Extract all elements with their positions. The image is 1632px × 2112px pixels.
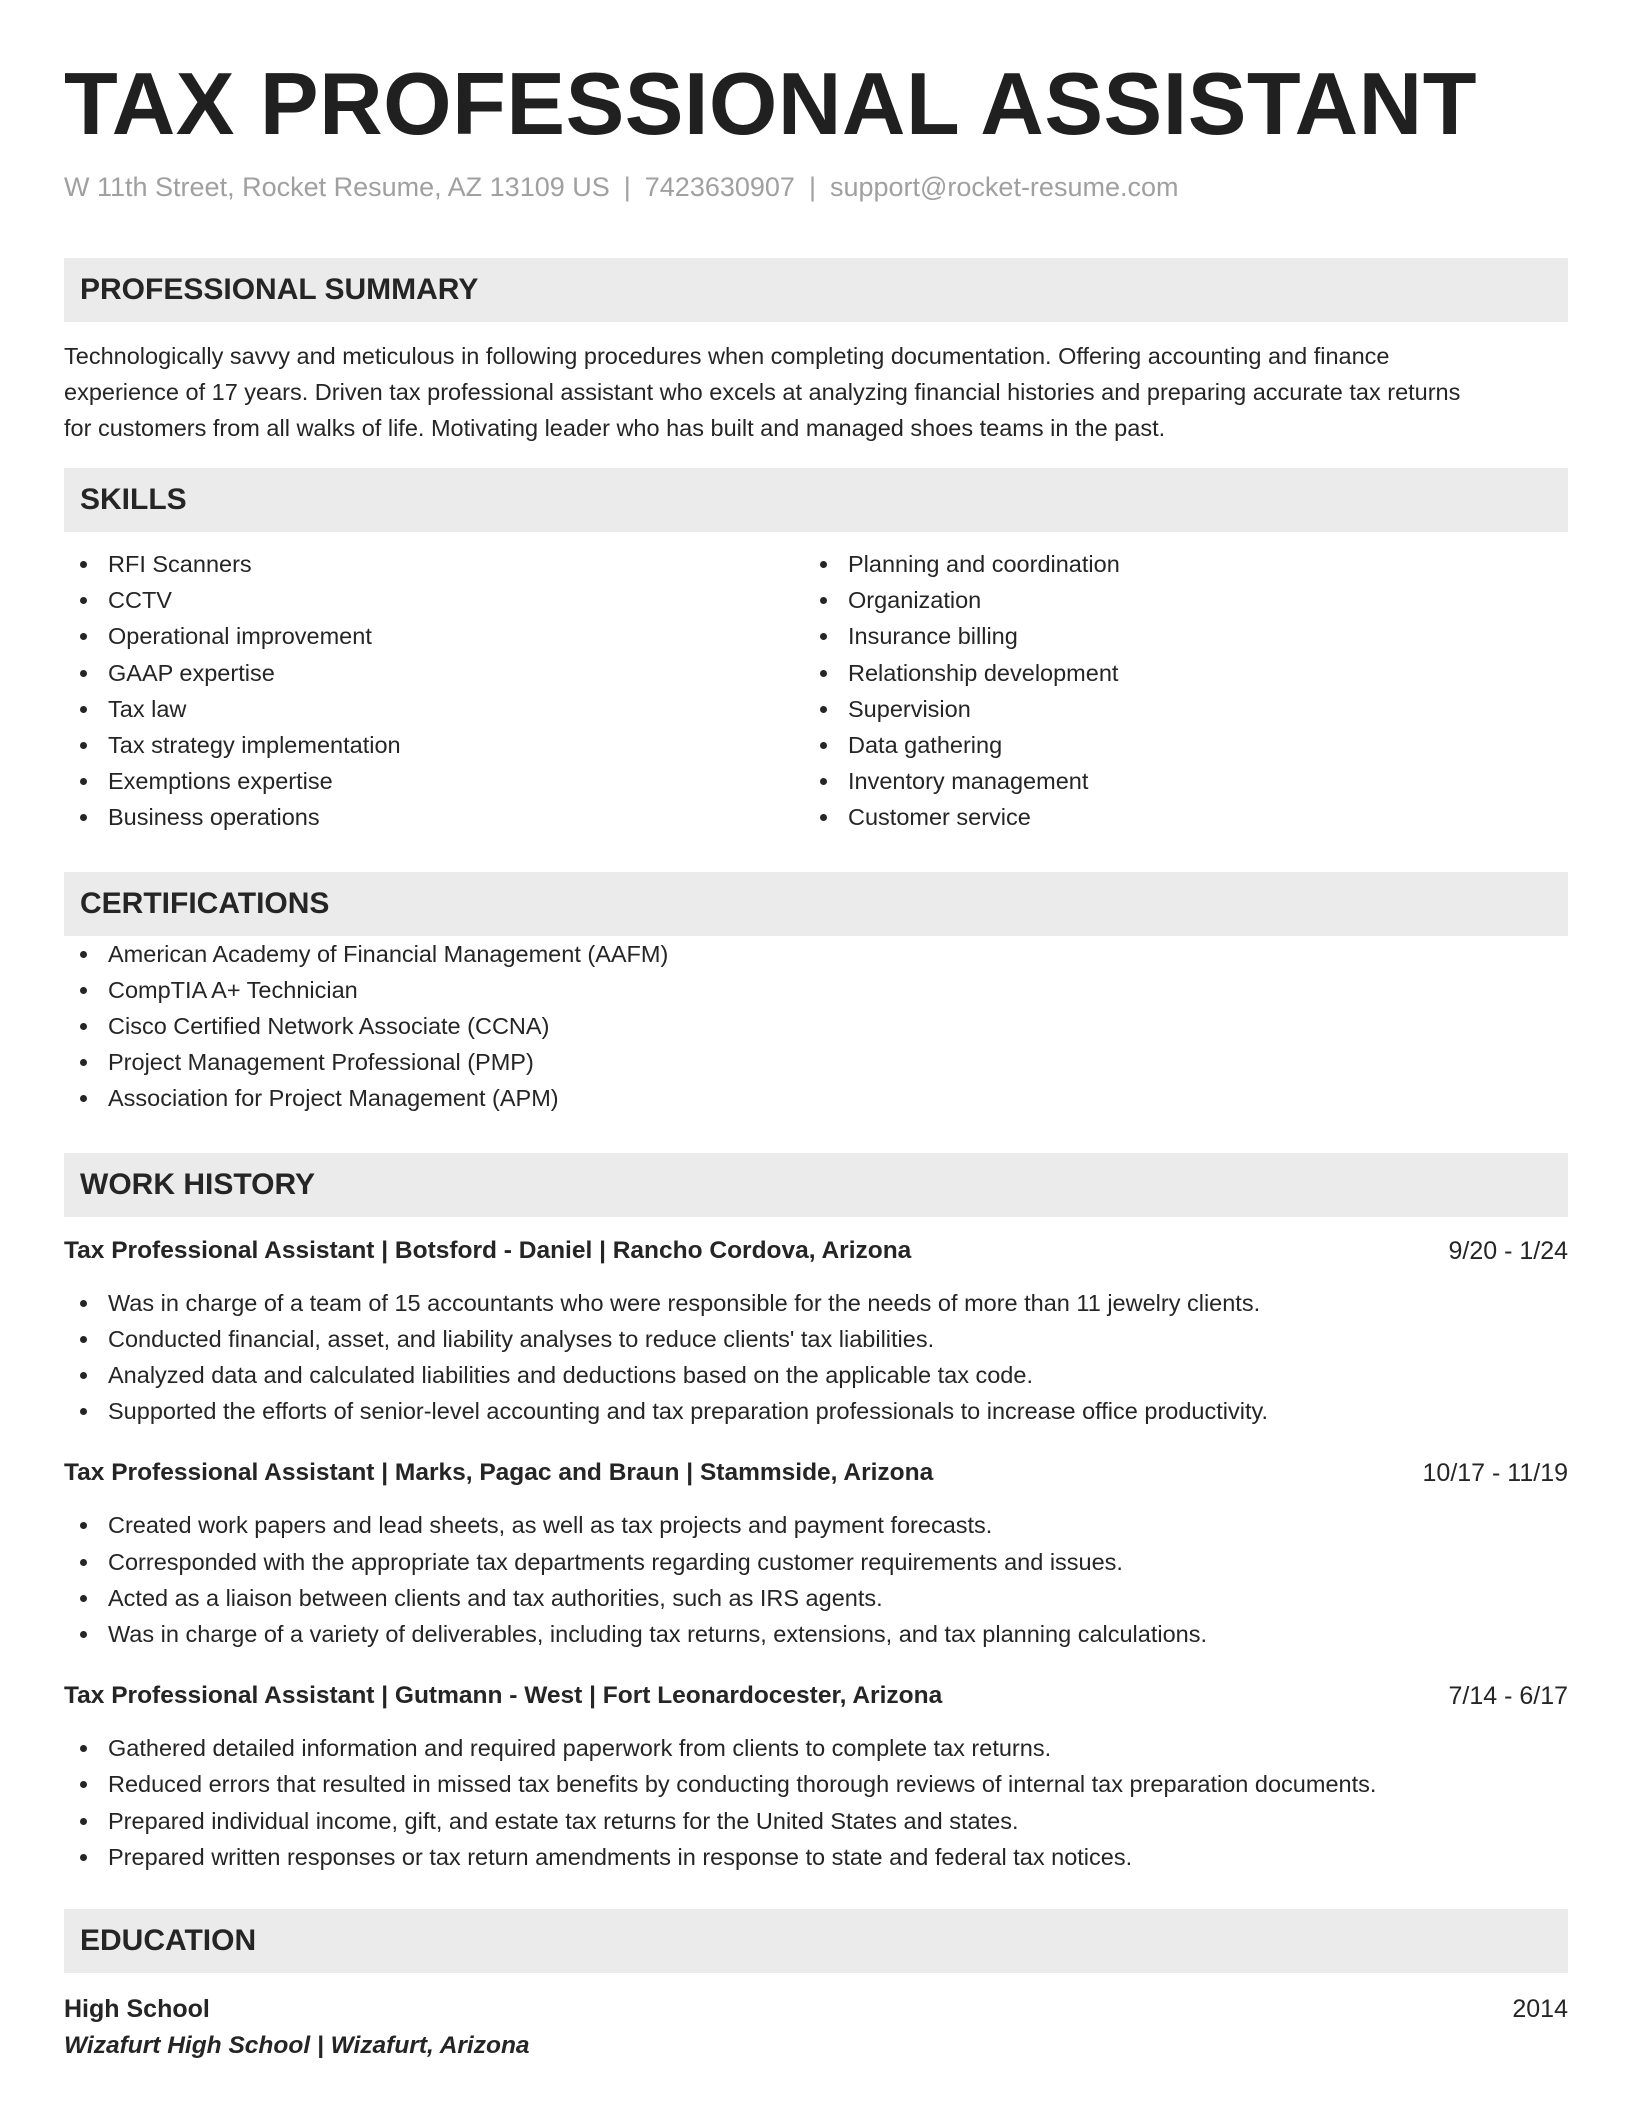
skills-list-left [64,546,804,836]
contact-phone: 7423630907 [644,172,795,202]
education-degree: High School [64,1995,210,2024]
job-heading-row [64,1455,1568,1491]
job-heading-row [64,1233,1568,1269]
skill-item: Supervision [804,691,1544,727]
job-bullet: Created work papers and lead sheets, as well as tax projects and payment forecasts. [64,1507,1568,1543]
job-bullets [64,1730,1568,1875]
section-header-work-history: WORK HISTORY [64,1153,1568,1217]
skill-item: GAAP expertise [64,655,804,691]
skill-item: Tax law [64,691,804,727]
skill-item: Customer service [804,799,1544,835]
skill-item: Insurance billing [804,618,1544,654]
contact-email: support@rocket-resume.com [829,172,1179,202]
job-bullet: Corresponded with the appropriate tax departments regarding customer requirements and issues. [64,1544,1568,1580]
skill-item: Inventory management [804,763,1544,799]
job-dates: 10/17 - 11/19 [1422,1459,1568,1488]
certification-item: Cisco Certified Network Associate (CCNA) [64,1008,1568,1044]
skill-item: Planning and coordination [804,546,1544,582]
education-year: 2014 [1512,1995,1568,2024]
contact-line [64,170,1568,204]
skill-item: Relationship development [804,655,1544,691]
skill-item: Data gathering [804,727,1544,763]
contact-separator: | [623,172,631,202]
skill-item: Organization [804,582,1544,618]
skill-item: Exemptions expertise [64,763,804,799]
job-bullet: Conducted financial, asset, and liability analyses to reduce clients' tax liabilities. [64,1321,1568,1357]
certification-item: Project Management Professional (PMP) [64,1044,1568,1080]
job-title: Tax Professional Assistant | Marks, Pagac and Braun | Stammside, Arizona [64,1459,934,1487]
section-header-education: EDUCATION [64,1909,1568,1973]
certification-item: CompTIA A+ Technician [64,972,1568,1008]
education-heading-row [64,1991,1568,2027]
job-dates: 9/20 - 1/24 [1448,1236,1568,1265]
job-dates: 7/14 - 6/17 [1448,1682,1568,1711]
certification-item: Association for Project Management (APM) [64,1080,1568,1116]
certifications-list [64,936,1568,1117]
skills-columns [64,546,1568,836]
job-bullets [64,1507,1568,1652]
job-bullet: Acted as a liaison between clients and tax authorities, such as IRS agents. [64,1580,1568,1616]
skill-item: Business operations [64,799,804,835]
job-entry [64,1233,1568,1430]
skill-item: Operational improvement [64,618,804,654]
skills-list-right [804,546,1544,836]
education-school: Wizafurt High School | Wizafurt, Arizona [64,2032,530,2060]
skill-item: RFI Scanners [64,546,804,582]
section-header-skills: SKILLS [64,468,1568,532]
section-header-certifications: CERTIFICATIONS [64,872,1568,936]
contact-address: W 11th Street, Rocket Resume, AZ 13109 US [64,172,610,202]
summary-line: for customers from all walks of life. Motivating leader who has built and managed shoes teams in the past. [64,415,1166,441]
job-title: Tax Professional Assistant | Botsford - Daniel | Rancho Cordova, Arizona [64,1236,912,1264]
job-bullet: Supported the efforts of senior-level accounting and tax preparation professionals to increase office productivity. [64,1393,1568,1429]
skill-item: CCTV [64,582,804,618]
summary-text [64,338,1568,446]
job-bullet: Was in charge of a team of 15 accountants who were responsible for the needs of more than 11 jewelry clients. [64,1285,1568,1321]
job-entry [64,1455,1568,1652]
job-bullet: Analyzed data and calculated liabilities and deductions based on the applicable tax code. [64,1357,1568,1393]
summary-line: Technologically savvy and meticulous in following procedures when completing documentation. Offering accounting and finance [64,343,1390,369]
job-entry [64,1678,1568,1875]
contact-separator: | [808,172,816,202]
job-heading-row [64,1678,1568,1714]
job-bullet: Gathered detailed information and required paperwork from clients to complete tax returns. [64,1730,1568,1766]
job-bullet: Prepared individual income, gift, and estate tax returns for the United States and states. [64,1803,1568,1839]
certification-item: American Academy of Financial Management (AAFM) [64,936,1568,972]
skill-item: Tax strategy implementation [64,727,804,763]
resume-name: TAX PROFESSIONAL ASSISTANT [64,54,1477,153]
job-bullet: Reduced errors that resulted in missed tax benefits by conducting thorough reviews of internal tax preparation documents. [64,1766,1568,1802]
section-header-summary: PROFESSIONAL SUMMARY [64,258,1568,322]
job-bullet: Prepared written responses or tax return amendments in response to state and federal tax notices. [64,1839,1568,1875]
summary-line: experience of 17 years. Driven tax professional assistant who excels at analyzing financial histories and preparing accurate tax returns [64,379,1461,405]
job-bullets [64,1285,1568,1430]
job-bullet: Was in charge of a variety of deliverables, including tax returns, extensions, and tax planning calculations. [64,1616,1568,1652]
education-entry [64,1991,1568,2064]
job-title: Tax Professional Assistant | Gutmann - West | Fort Leonardocester, Arizona [64,1682,943,1710]
